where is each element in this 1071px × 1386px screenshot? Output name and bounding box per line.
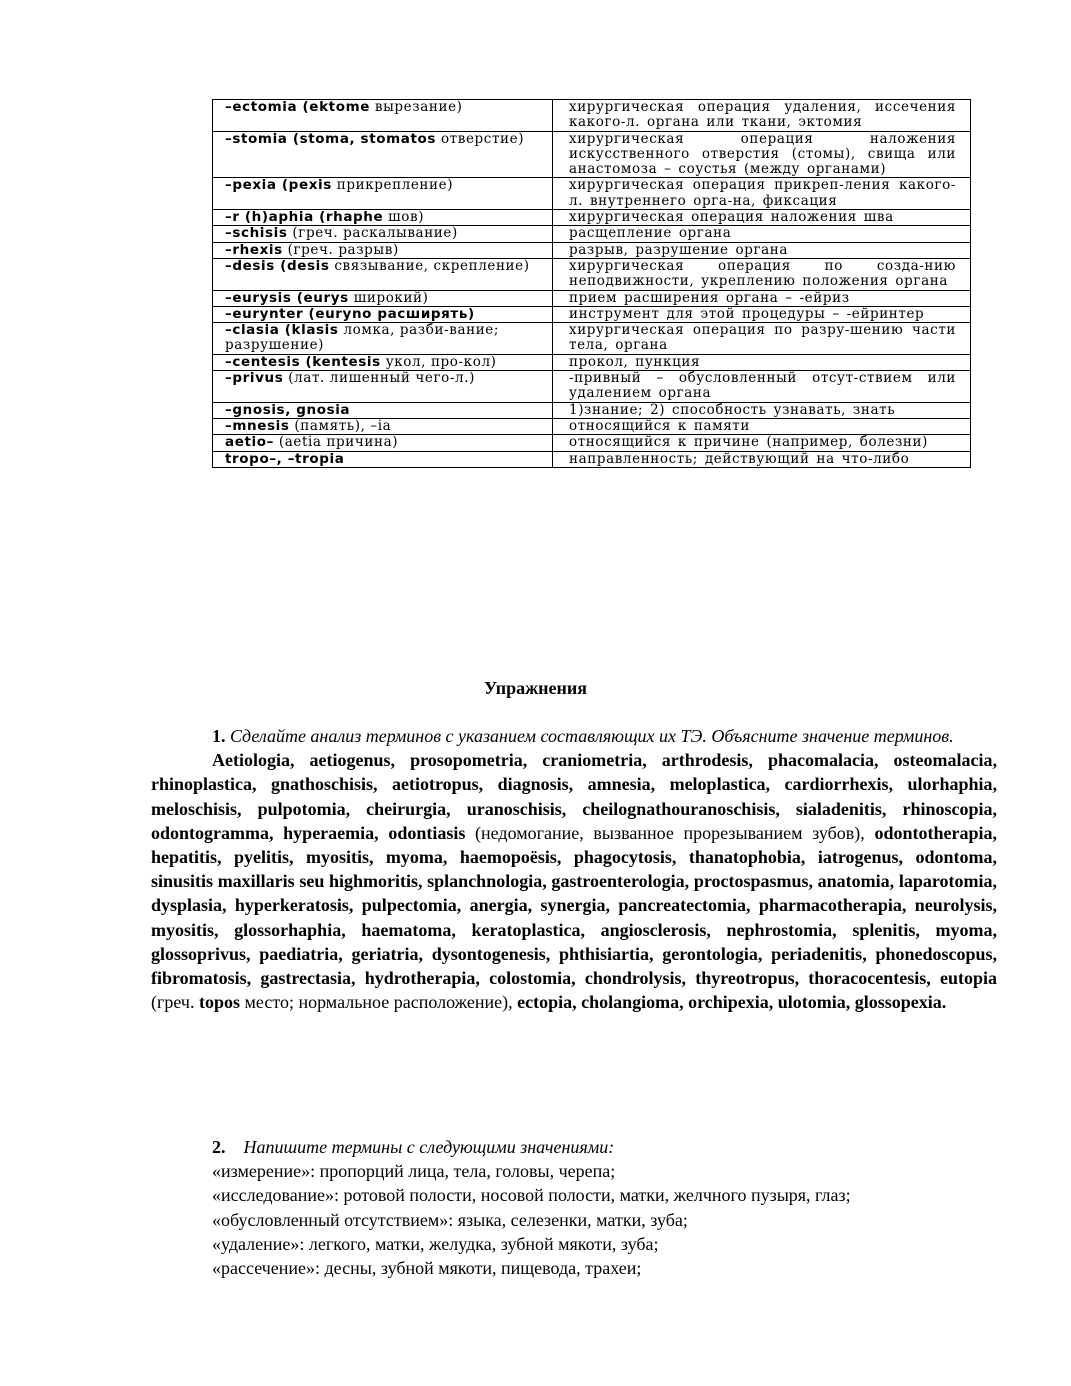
term-element-bold: –gnosis, gnosia [225, 401, 351, 418]
exercise-1-task: Сделайте анализ терминов с указанием составляющих их ТЭ. Объясните значение терминов. [230, 726, 954, 746]
term-element-cell [213, 290, 553, 306]
term-element-cell [213, 435, 553, 451]
term-meaning-cell: разрыв, разрушение органа [553, 242, 971, 258]
exercise-1-note-a: (недомогание, вызванное прорезыванием зубов), [465, 822, 875, 843]
term-element-cell [213, 306, 553, 322]
table-row [213, 100, 971, 132]
term-element-bold: –desis (desis [225, 257, 330, 274]
term-meaning-cell: 1)знание; 2) способность узнавать, знать [553, 402, 971, 418]
term-element-cell [213, 258, 553, 290]
table-row [213, 418, 971, 434]
exercise-2-line: «исследование»: ротовой полости, носовой полости, матки, желчного пузыря, глаз; [212, 1185, 851, 1206]
term-element-cell [213, 131, 553, 178]
term-element-cell [213, 354, 553, 370]
term-elements-table [212, 99, 971, 468]
term-meaning-cell: прием расширения органа – -ейриз [553, 290, 971, 306]
term-meaning-cell: относящийся к памяти [553, 418, 971, 434]
table-row [213, 323, 971, 355]
exercise-2-line: «удаление»: легкого, матки, желудка, зубной мякоти, зуба; [212, 1233, 659, 1254]
table-row [213, 306, 971, 322]
term-meaning-cell: хирургическая операция по созда-нию неподвижности, укреплению положения органа [553, 258, 971, 290]
term-element-cell [213, 371, 553, 403]
exercise-1-note-b2: место; нормальное расположение), [240, 992, 518, 1013]
term-element-gloss: (лат. лишенный чего-л.) [283, 370, 475, 387]
table-row [213, 290, 971, 306]
term-element-cell [213, 418, 553, 434]
table-row [213, 210, 971, 226]
term-element-gloss: (память), –ia [289, 417, 392, 434]
term-meaning-cell: -привный – обусловленный отсут-ствием или удалением органа [553, 371, 971, 403]
term-element-cell [213, 100, 553, 132]
term-element-cell [213, 451, 553, 467]
term-element-bold: –rhexis [225, 241, 283, 258]
term-element-bold: –privus [225, 370, 284, 387]
term-element-gloss: прикрепление) [331, 177, 454, 194]
exercise-2 [212, 1135, 992, 1280]
table-row [213, 402, 971, 418]
term-element-cell [213, 323, 553, 355]
table-row [213, 435, 971, 451]
table-row [213, 354, 971, 370]
exercise-2-task: Напишите термины с следующими значениями: [243, 1137, 615, 1157]
term-element-bold: aetio– [225, 434, 274, 451]
term-meaning-cell: относящийся к причине (например, болезни) [553, 435, 971, 451]
term-element-gloss: (aetia причина) [273, 434, 399, 451]
term-meaning-cell: хирургическая операция наложения шва [553, 210, 971, 226]
term-element-gloss: вырезание) [370, 99, 463, 115]
table-row [213, 242, 971, 258]
term-element-cell [213, 226, 553, 242]
term-element-bold: –centesis (kentesis [225, 353, 381, 370]
exercise-1-note-b-bold: topos [198, 992, 240, 1013]
term-element-cell [213, 210, 553, 226]
term-element-cell [213, 242, 553, 258]
exercise-1-number: 1. [212, 726, 226, 746]
term-element-bold: –schisis [225, 225, 288, 242]
term-element-gloss: (греч. разрыв) [282, 241, 399, 258]
term-element-gloss: отверстие) [436, 130, 525, 147]
term-element-bold: –pexia (pexis [225, 177, 332, 194]
term-element-bold: –eurysis (eurys [225, 289, 349, 306]
exercise-2-line: «рассечение»: десны, зубной мякоти, пищевода, трахеи; [212, 1258, 642, 1279]
term-element-bold: –r (h)aphia (rhaphe [225, 209, 384, 226]
term-element-gloss: широкий) [348, 289, 429, 306]
exercise-1-terms-a: Aetiologia, aetiogenus, prosopometria, craniometria, arthrodesis, phacomalacia, osteomalacia, rhinoplastica, gnathoschisis, aetiotropus, diagnosis, amnesia, meloplastica, cardiorrhexis, ulorhaphia, meloschisis, pulpotomia, cheirurgia, uranoschisis, cheilognathouranoschisis, sialadenitis, rhinoscopia, odontogramma, hyperaemia, odontiasis [151, 750, 997, 843]
exercise-2-line: «обусловленный отсутствием»: языка, селезенки, матки, зуба; [212, 1209, 688, 1230]
exercise-2-number: 2. [212, 1137, 226, 1157]
term-meaning-cell: расщепление органа [553, 226, 971, 242]
term-element-bold: –ectomia (ektome [225, 99, 370, 115]
table-row [213, 258, 971, 290]
exercise-1 [151, 724, 997, 1014]
table-row [213, 451, 971, 467]
table-row [213, 371, 971, 403]
term-element-cell [213, 178, 553, 210]
term-element-bold: –stomia (stoma, stomatos [225, 130, 437, 147]
term-element-gloss: ломка, разби-вание; разрушение) [225, 322, 500, 354]
term-meaning-cell: хирургическая операция прикреп-ления какого-л. внутреннего орга-на, фиксация [553, 178, 971, 210]
term-element-cell [213, 402, 553, 418]
term-element-gloss: связывание, скрепление) [329, 257, 530, 274]
table-row [213, 178, 971, 210]
exercise-1-terms-b: odontotherapia, hepatitis, pyelitis, myositis, myoma, haemopoësis, phagocytosis, thanatophobia, iatrogenus, odontoma, sinusitis maxillaris seu highmoritis, splanchnologia, gastroenterologia, proctospasmus, anatomia, laparotomia, dysplasia, hyperkeratosis, pulpectomia, anergia, synergia, pancreatectomia, pharmacotherapia, neurolysis, myositis, glossorhaphia, haematoma, keratoplastica, angiosclerosis, nephrostomia, splenitis, myoma, glossoprivus, paediatria, geriatria, dysontogenesis, phthisiartia, gerontologia, periadenitis, phonedoscopus, fibromatosis, gastrectasia, hydrotherapia, colostomia, chondrolysis, thyreotropus, thoracocentesis, eutopia [151, 822, 997, 989]
term-element-bold: tropo–, –tropia [225, 450, 345, 467]
section-heading: Упражнения [483, 678, 587, 698]
term-element-gloss: укол, про-кол) [380, 353, 497, 370]
term-meaning-cell: инструмент для этой процедуры – -ейринтер [553, 306, 971, 322]
term-meaning-cell: прокол, пункция [553, 354, 971, 370]
term-element-bold: –mnesis [225, 417, 290, 434]
term-meaning-cell: направленность; действующий на что-либо [553, 451, 971, 467]
term-element-gloss: шов) [383, 209, 425, 226]
exercise-1-terms-c: ectopia, cholangioma, orchipexia, ulotomia, glossopexia. [517, 992, 947, 1013]
term-meaning-cell: хирургическая операция по разру-шению части тела, органа [553, 323, 971, 355]
term-element-gloss: (греч. раскалывание) [287, 225, 458, 242]
table-row [213, 226, 971, 242]
term-meaning-cell: хирургическая операция удаления, иссечения какого-л. органа или ткани, эктомия [553, 100, 971, 132]
term-element-bold: –clasia (klasis [225, 322, 339, 339]
exercise-1-note-b1: (греч. [151, 992, 199, 1013]
term-element-bold: –eurynter (euryno расширять) [225, 305, 475, 322]
term-meaning-cell: хирургическая операция наложения искусственного отверстия (стомы), свища или анастомоза – соустья (между органами) [553, 131, 971, 178]
exercise-2-line: «измерение»: пропорций лица, тела, головы, черепа; [212, 1161, 616, 1182]
table-row [213, 131, 971, 178]
